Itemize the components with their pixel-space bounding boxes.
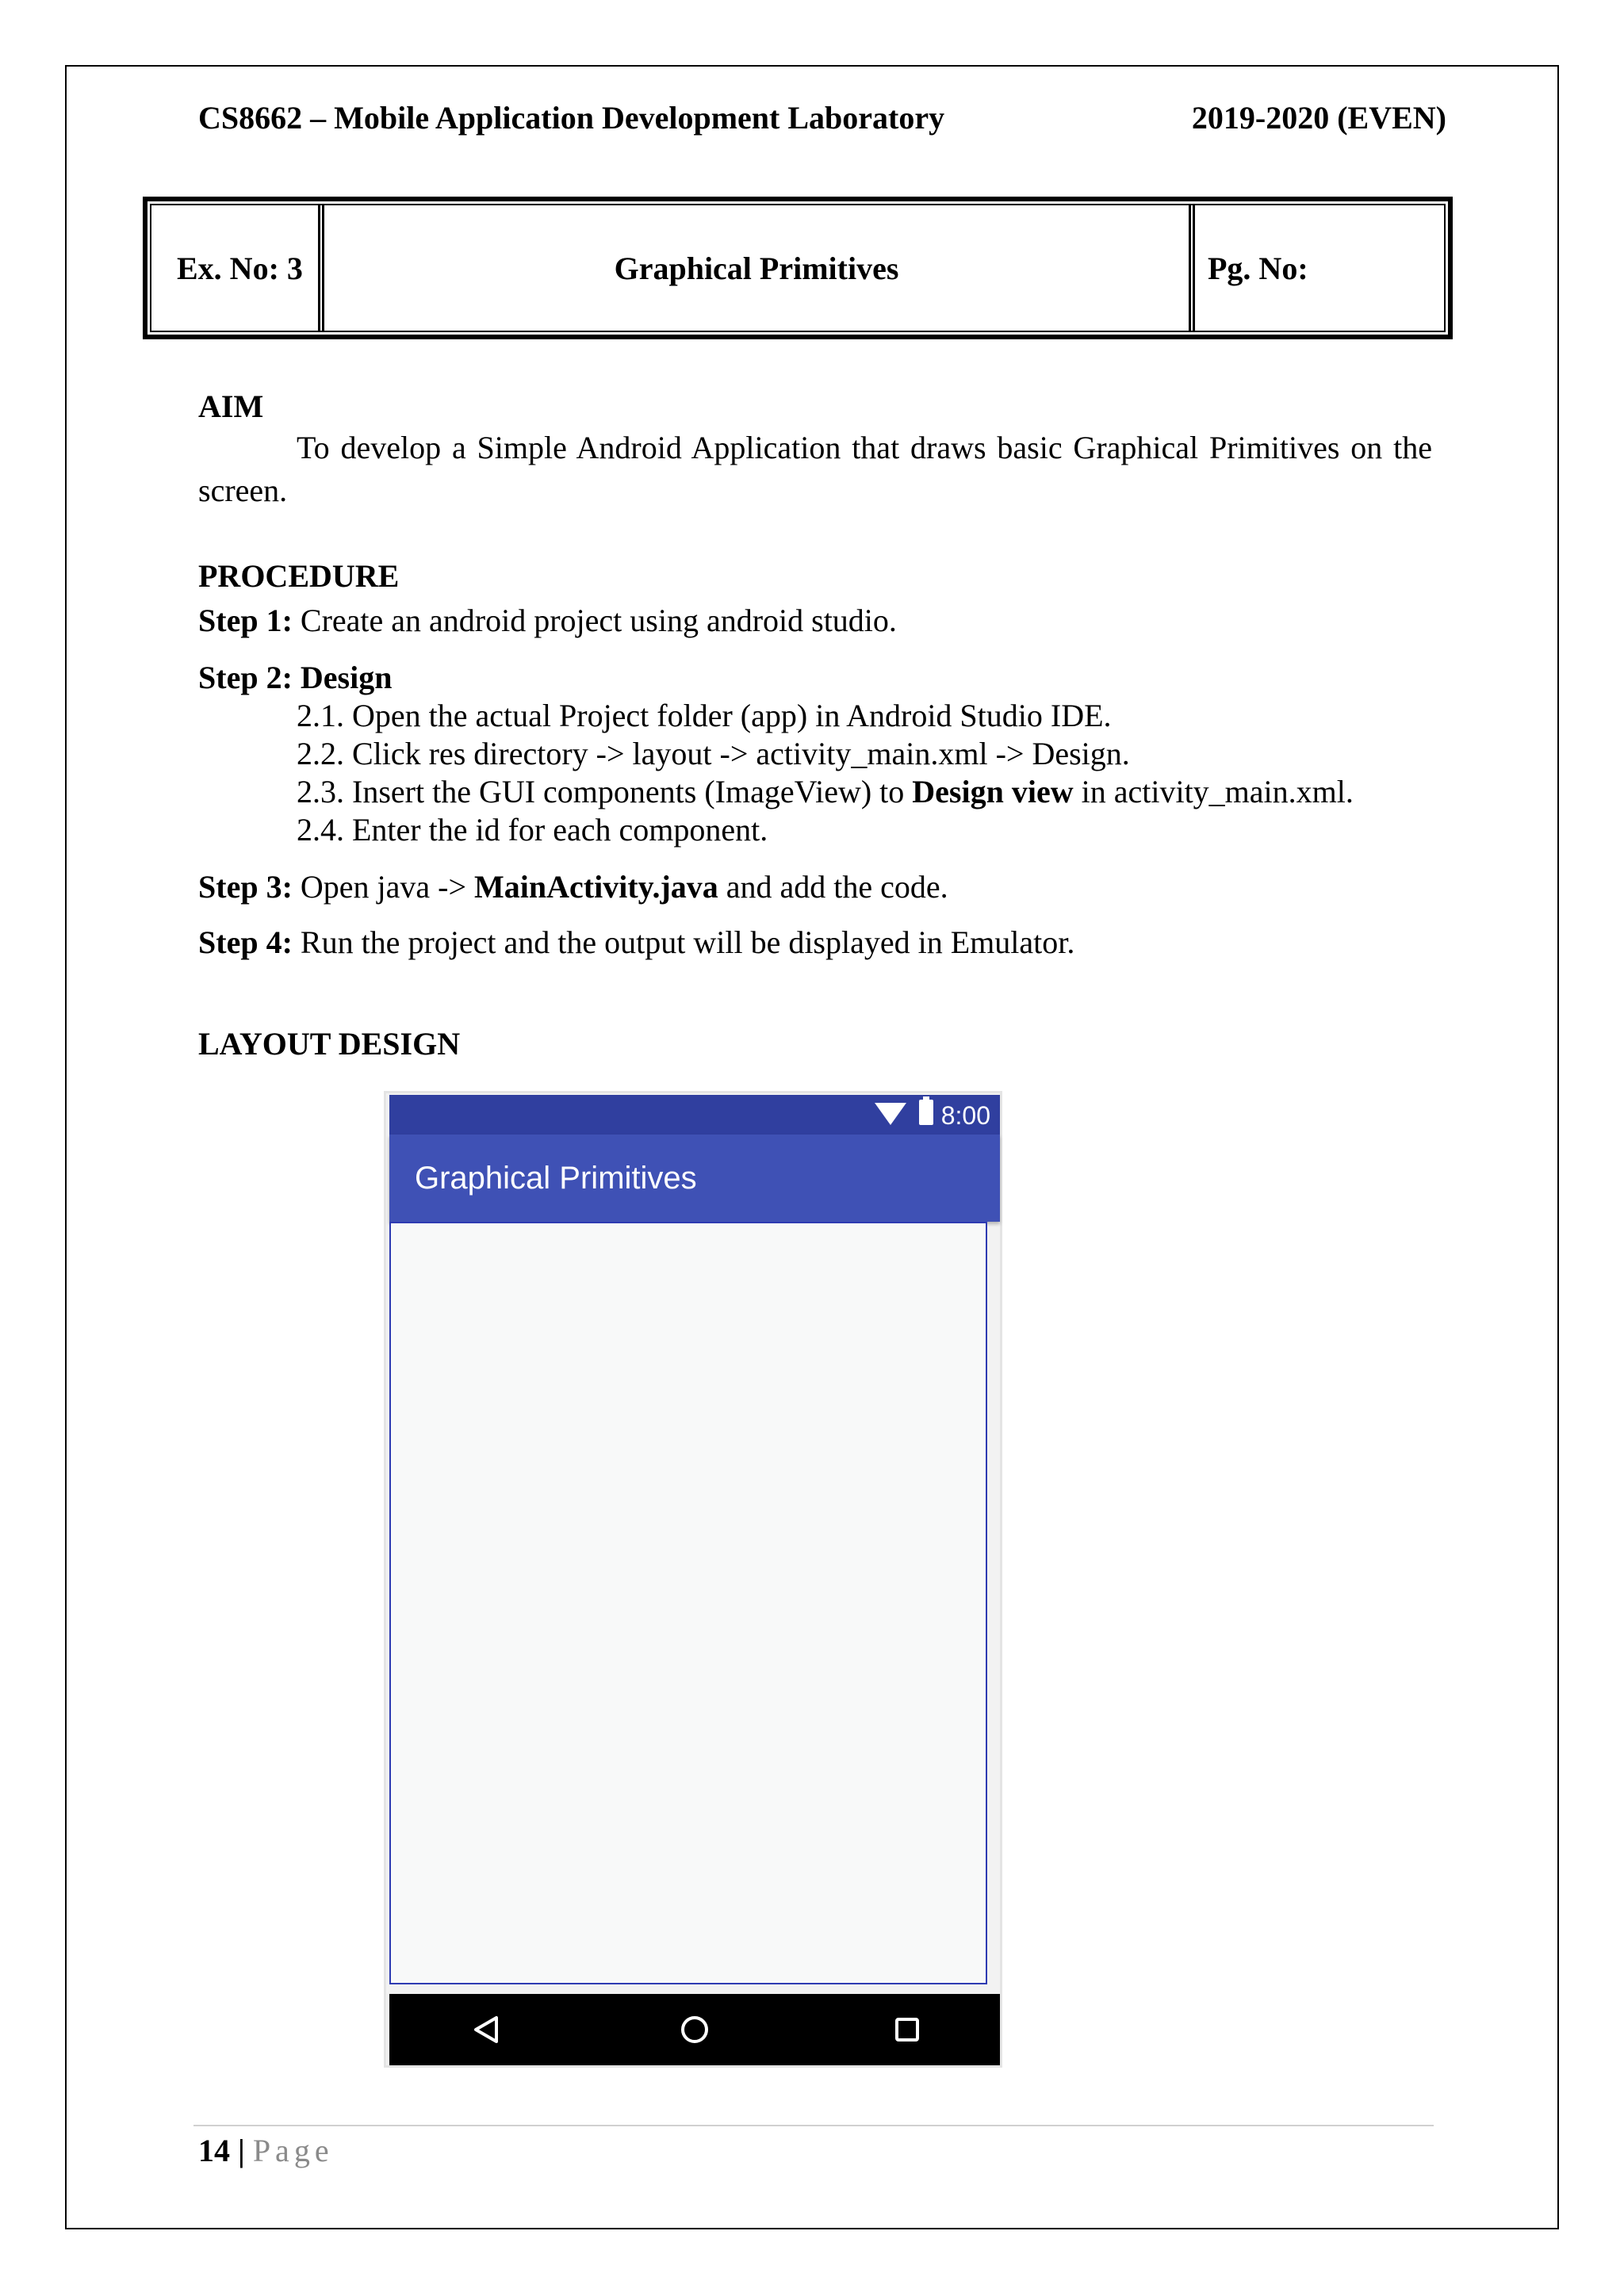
course-header: CS8662 – Mobile Application Development Laboratory (198, 100, 945, 136)
step-3-bold: MainActivity.java (474, 869, 718, 905)
step-1-label: Step 1: (198, 603, 293, 638)
step-2-label: Step 2: Design (198, 660, 393, 695)
step-4-label: Step 4: (198, 924, 293, 960)
exercise-title-table (143, 197, 1453, 339)
aim-text: To develop a Simple Android Application that draws basic Graphical Primitives on the screen. (198, 430, 1432, 508)
year-header: 2019-2020 (EVEN) (1191, 100, 1446, 136)
status-time: 8:00 (940, 1101, 990, 1130)
step-4-text: Run the project and the output will be displayed in Emulator. (292, 924, 1075, 960)
footer-separator: | (230, 2133, 253, 2168)
back-icon[interactable] (469, 2011, 505, 2048)
step-2-1: 2.1. Open the actual Project folder (app) in Android Studio IDE. (297, 698, 1112, 733)
exercise-number: Ex. No: 3 (151, 205, 324, 331)
procedure-heading: PROCEDURE (198, 558, 400, 594)
exercise-title: Graphical Primitives (324, 205, 1195, 331)
step-1-text: Create an android project using android studio. (292, 603, 897, 638)
app-bar (389, 1135, 1000, 1222)
page-label: Page (252, 2133, 334, 2168)
layout-design-heading: LAYOUT DESIGN (198, 1026, 461, 1062)
step-4 (198, 921, 1074, 964)
status-bar (389, 1095, 1000, 1135)
step-2-3-bold: Design view (912, 774, 1074, 809)
home-icon[interactable] (676, 2011, 713, 2048)
wifi-icon (875, 1103, 906, 1125)
page-number: 14 (198, 2133, 230, 2168)
step-2-3-post: in activity_main.xml. (1073, 774, 1354, 809)
step-2-3 (297, 771, 1354, 813)
step-2-4: 2.4. Enter the id for each component. (297, 812, 768, 848)
phone-screenshot (384, 1091, 1002, 2068)
step-3-post: and add the code. (718, 869, 948, 905)
battery-icon (919, 1100, 933, 1125)
page-number-label: Pg. No: (1208, 250, 1308, 286)
page-footer (198, 2130, 334, 2172)
step-1 (198, 599, 897, 642)
step-3 (198, 866, 948, 909)
step-2-3-pre: 2.3. Insert the GUI components (ImageView) to (297, 774, 913, 809)
step-3-pre: Open java -> (292, 869, 475, 905)
navigation-bar (389, 1994, 1000, 2065)
aim-heading: AIM (198, 388, 264, 424)
step-3-label: Step 3: (198, 869, 293, 905)
recents-icon[interactable] (889, 2011, 925, 2048)
footer-rule (193, 2125, 1434, 2126)
app-title: Graphical Primitives (415, 1161, 697, 1196)
image-view-area (389, 1222, 987, 1984)
step-2-2: 2.2. Click res directory -> layout -> activity_main.xml -> Design. (297, 736, 1130, 771)
